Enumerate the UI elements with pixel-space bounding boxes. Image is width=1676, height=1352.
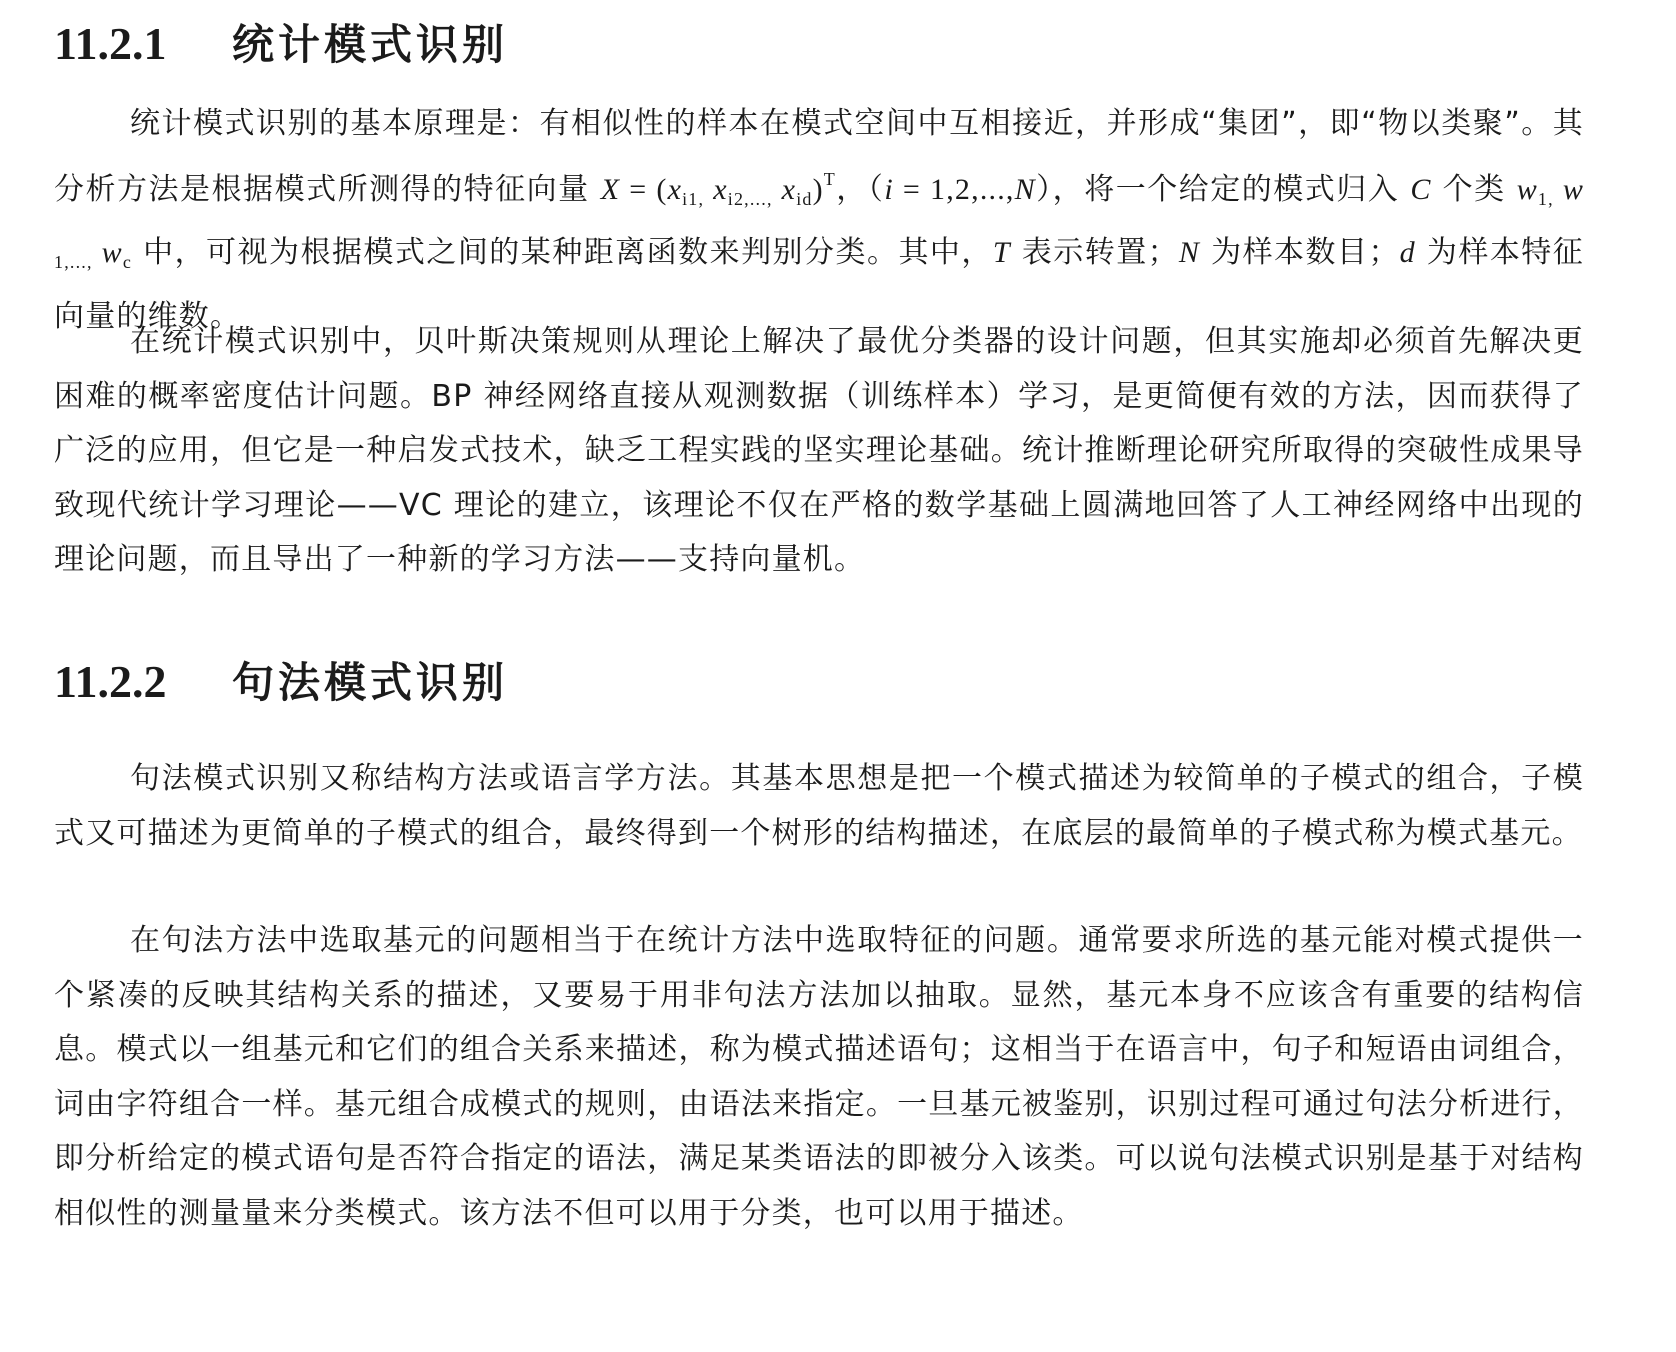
math-subscript: 1, <box>1537 188 1554 209</box>
section-number: 11.2.1 <box>54 18 167 69</box>
math-subscript: i1, <box>682 188 705 209</box>
math-subscript: id <box>796 188 813 209</box>
section-heading-11-2-2 <box>54 650 508 710</box>
paragraph-bayes-svm: 在统计模式识别中，贝叶斯决策规则从理论上解决了最优分类器的设计问题，但其实施却必须首先解决更困难的概率密度估计问题。BP 神经网络直接从观测数据（训练样本）学习，是更简便有效的方法，因而获得了广泛的应用，但它是一种启发式技术，缺乏工程实践的坚实理论基础。统计推断理论研究所取得的突破性成果导致现代统计学习理论——VC 理论的建立，该理论不仅在严格的数学基础上圆满地回答了人工神经网络中出现的理论问题，而且导出了一种新的学习方法——支持向量机。 <box>54 324 1584 577</box>
math-subscript: 1,..., <box>54 252 93 272</box>
math-superscript: T <box>823 168 836 189</box>
math-var-w: w <box>1516 172 1538 206</box>
text-run: 中，可视为根据模式之间的某种距离函数来判别分类。其中， <box>132 235 993 270</box>
paragraph-syntactic-primitives: 在句法方法中选取基元的问题相当于在统计方法中选取特征的问题。通常要求所选的基元能对模式提供一个紧凑的反映其结构关系的描述，又要易于用非句法方法加以抽取。显然，基元本身不应该含有重要的结构信息。模式以一组基元和它们的组合关系来描述，称为模式描述语句；这相当于在语言中，句子和短语由词组合，词由字符组合一样。基元组合成模式的规则，由语法来指定。一旦基元被鉴别，识别过程可通过句法分析进行，即分析给定的模式语句是否符合指定的语法，满足某类语法的即被分入该类。可以说句法模式识别是基于对结构相似性的测量量来分类模式。该方法不但可以用于分类，也可以用于描述。 <box>54 923 1584 1231</box>
text-run: ），将一个给定的模式归入 <box>1035 171 1411 207</box>
math-var-X: X <box>600 172 621 206</box>
text-run: ，（ <box>836 171 885 207</box>
math-var-N: N <box>1014 172 1036 206</box>
math-var-x: x <box>772 172 797 206</box>
math-var-w: w <box>92 236 123 269</box>
text-run: 表示转置； <box>1010 235 1179 270</box>
math-subscript: c <box>122 252 133 272</box>
math-text: ) <box>812 172 824 206</box>
math-text: = 1,2,..., <box>893 172 1015 206</box>
math-var-x: x <box>667 172 683 206</box>
math-var-d: d <box>1399 236 1416 269</box>
math-text: = ( <box>620 172 668 206</box>
section-title: 统计模式识别 <box>232 20 509 69</box>
math-var-C: C <box>1410 172 1432 206</box>
math-var-x: x <box>704 172 728 206</box>
math-var-T: T <box>992 236 1011 269</box>
text-run: 为样本特征向量的维数。 <box>54 235 1584 334</box>
math-var-i: i <box>884 172 894 206</box>
text-run: 统计模式识别的基本原理是：有相似性的样本在模式空间中互相接近，并形成“集团”，即“物以类聚”。其分析方法是根据模式所测得的特征向量 <box>54 106 1584 207</box>
text-run: 为样本数目； <box>1200 235 1400 270</box>
math-var-w: w <box>1553 172 1585 206</box>
math-subscript: i2,..., <box>727 188 773 209</box>
text-run: 个类 <box>1431 171 1517 207</box>
math-var-N: N <box>1178 236 1201 269</box>
paragraph-statistical-principle <box>54 97 1584 344</box>
section-heading-11-2-1 <box>54 12 508 72</box>
paragraph-syntactic-definition: 句法模式识别又称结构方法或语言学方法。其基本思想是把一个模式描述为较简单的子模式的组合，子模式又可描述为更简单的子模式的组合，最终得到一个树形的结构描述，在底层的最简单的子模式称为模式基元。 <box>54 761 1584 851</box>
section-number: 11.2.2 <box>54 656 167 707</box>
section-title: 句法模式识别 <box>232 658 509 707</box>
